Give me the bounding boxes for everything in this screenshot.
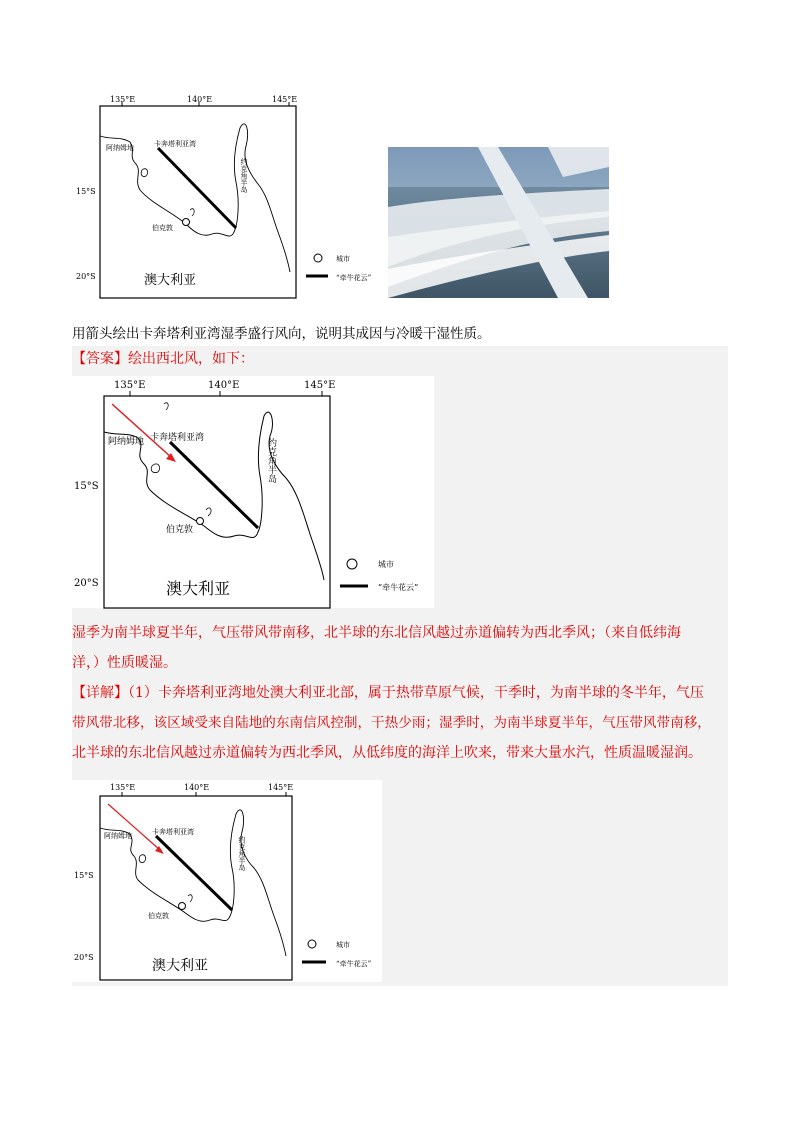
lat-15-label: 15°S	[74, 871, 94, 880]
wind-arrow	[112, 404, 172, 458]
gulf-label: 卡奔塔利亚湾	[154, 140, 196, 148]
lat-20-label: 20°S	[74, 578, 99, 589]
land-west-label: 阿纳姆地	[104, 832, 132, 840]
legend-cloud-label: “牵牛花云”	[336, 274, 372, 282]
town-label: 伯克敦	[166, 525, 194, 535]
map-answer	[72, 376, 434, 608]
lon-145-label: 145°E	[268, 783, 294, 792]
answer-intro-line	[72, 344, 254, 374]
gulf-label: 卡奔塔利亚湾	[150, 433, 205, 443]
map-detail	[72, 780, 382, 982]
answer-intro: 绘出西北风，如下：	[128, 351, 254, 367]
legend-city-label: 城市	[336, 255, 350, 263]
answer-label: 【答案】	[72, 351, 128, 367]
legend-cloud-label: “牵牛花云”	[336, 960, 372, 968]
lat-20-label: 20°S	[76, 272, 96, 281]
detail-line1	[72, 678, 704, 708]
country-label: 澳大利亚	[152, 958, 208, 974]
lon-135-label: 135°E	[110, 783, 136, 792]
question-text: 用箭头绘出卡奔塔利亚湾湿季盛行风向，说明其成因与冷暖干湿性质。	[72, 326, 491, 342]
cloud-photo	[388, 147, 609, 298]
map-question	[76, 92, 372, 302]
detail-line3: 北半球的东北信风越过赤道偏转为西北季风，从低纬度的海洋上吹来，带来大量水汽，性质温暖湿润。	[72, 745, 702, 761]
country-label: 澳大利亚	[166, 579, 231, 598]
detail-line2: 带风带北移，该区域受来自陆地的东南信风控制，干热少雨；湿季时，为南半球夏半年，气压带风带南移，	[72, 715, 711, 731]
country-label: 澳大利亚	[144, 273, 197, 288]
lon-135-label: 135°E	[114, 380, 146, 391]
land-west-label: 阿纳姆地	[108, 437, 145, 447]
answer-text-line1: 湿季为南半球夏半年，气压带风带南移，北半球的东北信风越过赤道偏转为西北季风；（来自低纬海	[72, 625, 681, 641]
lon-140-label: 140°E	[208, 380, 240, 391]
detail-text-1: （1）卡奔塔利亚湾地处澳大利亚北部，属于热带草原气候，干季时，为南半球的冬半年，气压	[128, 685, 704, 701]
legend-cloud-label: “牵牛花云”	[378, 583, 419, 592]
legend-city-label: 城市	[378, 560, 394, 569]
lat-15-label: 15°S	[76, 187, 96, 196]
lon-145-label: 145°E	[304, 380, 336, 391]
lat-20-label: 20°S	[74, 953, 94, 962]
lon-140-label: 140°E	[184, 783, 210, 792]
peninsula-label: 约克角半岛	[238, 836, 246, 871]
gulf-label: 卡奔塔利亚湾	[152, 828, 194, 836]
town-label: 伯克敦	[148, 912, 169, 920]
lon-145-label: 145°E	[272, 95, 298, 104]
lat-15-label: 15°S	[74, 481, 99, 492]
lon-140-label: 140°E	[187, 95, 213, 104]
answer-text-line2: 洋，）性质暖湿。	[72, 655, 177, 671]
wind-arrow	[108, 804, 160, 850]
land-west-label: 阿纳姆地	[106, 144, 134, 152]
peninsula-label: 约克角半岛	[266, 438, 276, 483]
peninsula-label: 约克角半岛	[240, 158, 248, 193]
town-label: 伯克敦	[152, 224, 173, 232]
detail-label: 【详解】	[72, 685, 128, 701]
legend-city-label: 城市	[336, 941, 350, 949]
lon-135-label: 135°E	[110, 95, 136, 104]
